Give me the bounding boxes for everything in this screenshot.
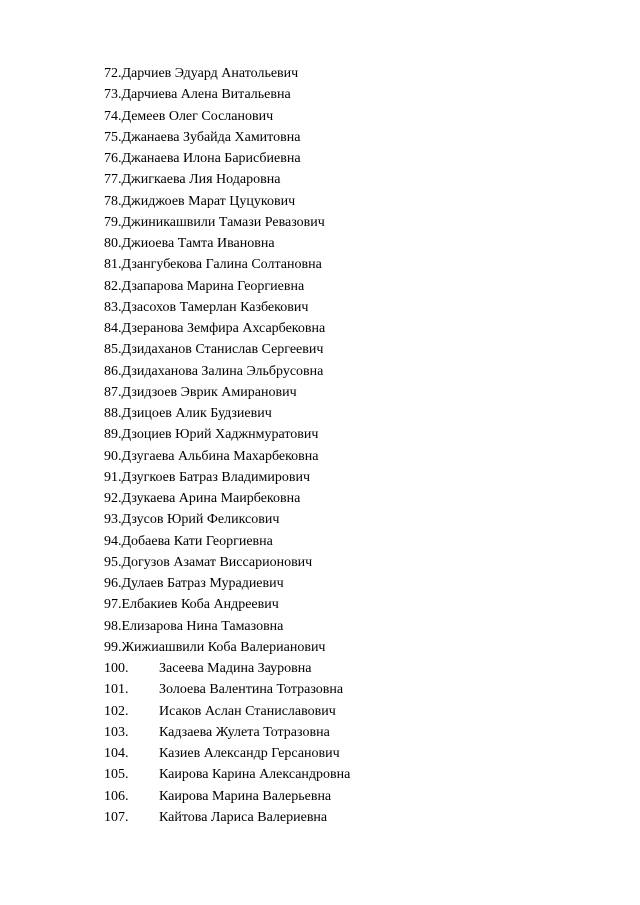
item-name: Дзицоев Алик Будзиевич [121, 406, 272, 421]
item-name: Добаева Кати Георгиевна [121, 533, 273, 549]
list-item [104, 679, 350, 700]
item-number: 78. [104, 193, 122, 209]
item-number: 99. [104, 639, 122, 655]
item-name: Дзусов Юрий Феликсович [121, 512, 280, 528]
item-name: Дзапарова Марина Георгиевна [121, 278, 305, 294]
list-item [104, 297, 350, 318]
item-name: Дарчиева Алена Витальевна [121, 87, 291, 103]
name-list [104, 63, 350, 828]
item-number: 75. [104, 129, 122, 145]
item-name: Дзукаева Арина Маирбековна [121, 491, 301, 506]
list-item [104, 446, 350, 467]
item-name: Дулаев Батраз Мурадиевич [121, 576, 284, 591]
item-name: Джиджоев Марат Цуцукович [121, 193, 296, 209]
item-name: Джанаева Илона Барисбиевна [121, 151, 301, 166]
item-number: 103. [104, 724, 129, 740]
list-item [104, 743, 350, 764]
item-name: Дзугкоев Батраз Владимирович [121, 469, 311, 485]
item-number: 85. [104, 342, 122, 358]
item-number: 88. [104, 406, 122, 421]
item-number: 79. [104, 214, 122, 230]
list-item [104, 84, 350, 105]
item-number: 94. [104, 533, 122, 549]
list-item [104, 361, 350, 382]
list-item [104, 212, 350, 233]
item-name: Жижиашвили Коба Валерианович [121, 639, 326, 655]
list-item [104, 403, 350, 424]
item-number: 98. [104, 618, 122, 634]
list-item [104, 127, 350, 148]
item-name: Каирова Марина Валерьевна [159, 788, 332, 804]
item-number: 84. [104, 321, 122, 336]
item-number: 89. [104, 427, 122, 443]
item-number: 97. [104, 597, 122, 613]
item-number: 101. [104, 682, 129, 698]
item-name: Исаков Аслан Станиславович [159, 703, 336, 719]
list-item [104, 339, 350, 360]
list-item [104, 382, 350, 403]
item-name: Дзоциев Юрий Хаджнмуратович [121, 427, 319, 443]
item-number: 95. [104, 554, 122, 570]
item-name: Елизарова Нина Тамазовна [121, 618, 284, 634]
item-number: 91. [104, 469, 122, 485]
item-name: Догузов Азамат Виссарионович [121, 554, 313, 570]
list-item [104, 169, 350, 190]
item-number: 106. [104, 788, 129, 804]
item-name: Дзидаханова Залина Эльбрусовна [121, 363, 324, 379]
item-number: 92. [104, 491, 122, 506]
item-number: 93. [104, 512, 122, 528]
item-name: Джиникашвили Тамази Ревазович [121, 214, 325, 230]
item-number: 107. [104, 809, 129, 825]
item-number: 76. [104, 151, 122, 166]
list-item [104, 573, 350, 594]
list-item [104, 701, 350, 722]
list-item [104, 318, 350, 339]
item-number: 90. [104, 448, 122, 464]
item-name: Джиоева Тамта Ивановна [121, 236, 275, 251]
item-name: Елбакиев Коба Андреевич [121, 597, 279, 613]
item-number: 81. [104, 257, 122, 273]
item-number: 102. [104, 703, 129, 719]
item-number: 96. [104, 576, 122, 591]
item-name: Дзасохов Тамерлан Казбекович [121, 299, 309, 315]
item-number: 80. [104, 236, 122, 251]
list-item [104, 764, 350, 785]
list-item [104, 488, 350, 509]
item-name: Дзугаева Альбина Махарбековна [121, 448, 319, 464]
list-item [104, 658, 350, 679]
item-name: Засеева Мадина Зауровна [159, 661, 312, 676]
list-item [104, 106, 350, 127]
item-number: 72. [104, 66, 122, 81]
item-name: Джанаева Зубайда Хамитовна [121, 129, 301, 145]
list-item [104, 722, 350, 743]
list-item [104, 148, 350, 169]
item-name: Каирова Карина Александровна [159, 767, 351, 783]
list-item [104, 509, 350, 530]
item-name: Кадзаева Жулета Тотразовна [159, 724, 330, 740]
list-item [104, 276, 350, 297]
item-number: 83. [104, 299, 122, 315]
item-name: Джигкаева Лия Нодаровна [121, 172, 281, 188]
list-item [104, 424, 350, 445]
item-name: Дзеранова Земфира Ахсарбековна [121, 321, 326, 336]
item-name: Дарчиев Эдуард Анатольевич [121, 66, 299, 81]
list-item [104, 191, 350, 212]
item-number: 100. [104, 661, 129, 676]
item-name: Демеев Олег Сосланович [121, 108, 274, 124]
item-name: Казиев Александр Герсанович [159, 746, 340, 761]
list-item [104, 467, 350, 488]
list-item [104, 254, 350, 275]
list-item [104, 233, 350, 254]
item-number: 105. [104, 767, 129, 783]
list-item [104, 786, 350, 807]
item-name: Дзидзоев Эврик Амиранович [121, 384, 297, 400]
item-number: 73. [104, 87, 122, 103]
list-item [104, 552, 350, 573]
item-number: 87. [104, 384, 122, 400]
item-number: 74. [104, 108, 122, 124]
list-item [104, 594, 350, 615]
list-item [104, 616, 350, 637]
list-item [104, 637, 350, 658]
item-name: Дзидаханов Станислав Сергеевич [121, 342, 324, 358]
list-item [104, 63, 350, 84]
item-number: 77. [104, 172, 122, 188]
item-name: Золоева Валентина Тотразовна [159, 682, 344, 698]
item-number: 82. [104, 278, 122, 294]
item-name: Кайтова Лариса Валериевна [159, 809, 328, 825]
item-number: 86. [104, 363, 122, 379]
list-item [104, 807, 350, 828]
list-item [104, 531, 350, 552]
item-name: Дзангубекова Галина Солтановна [121, 257, 322, 273]
item-number: 104. [104, 746, 129, 761]
